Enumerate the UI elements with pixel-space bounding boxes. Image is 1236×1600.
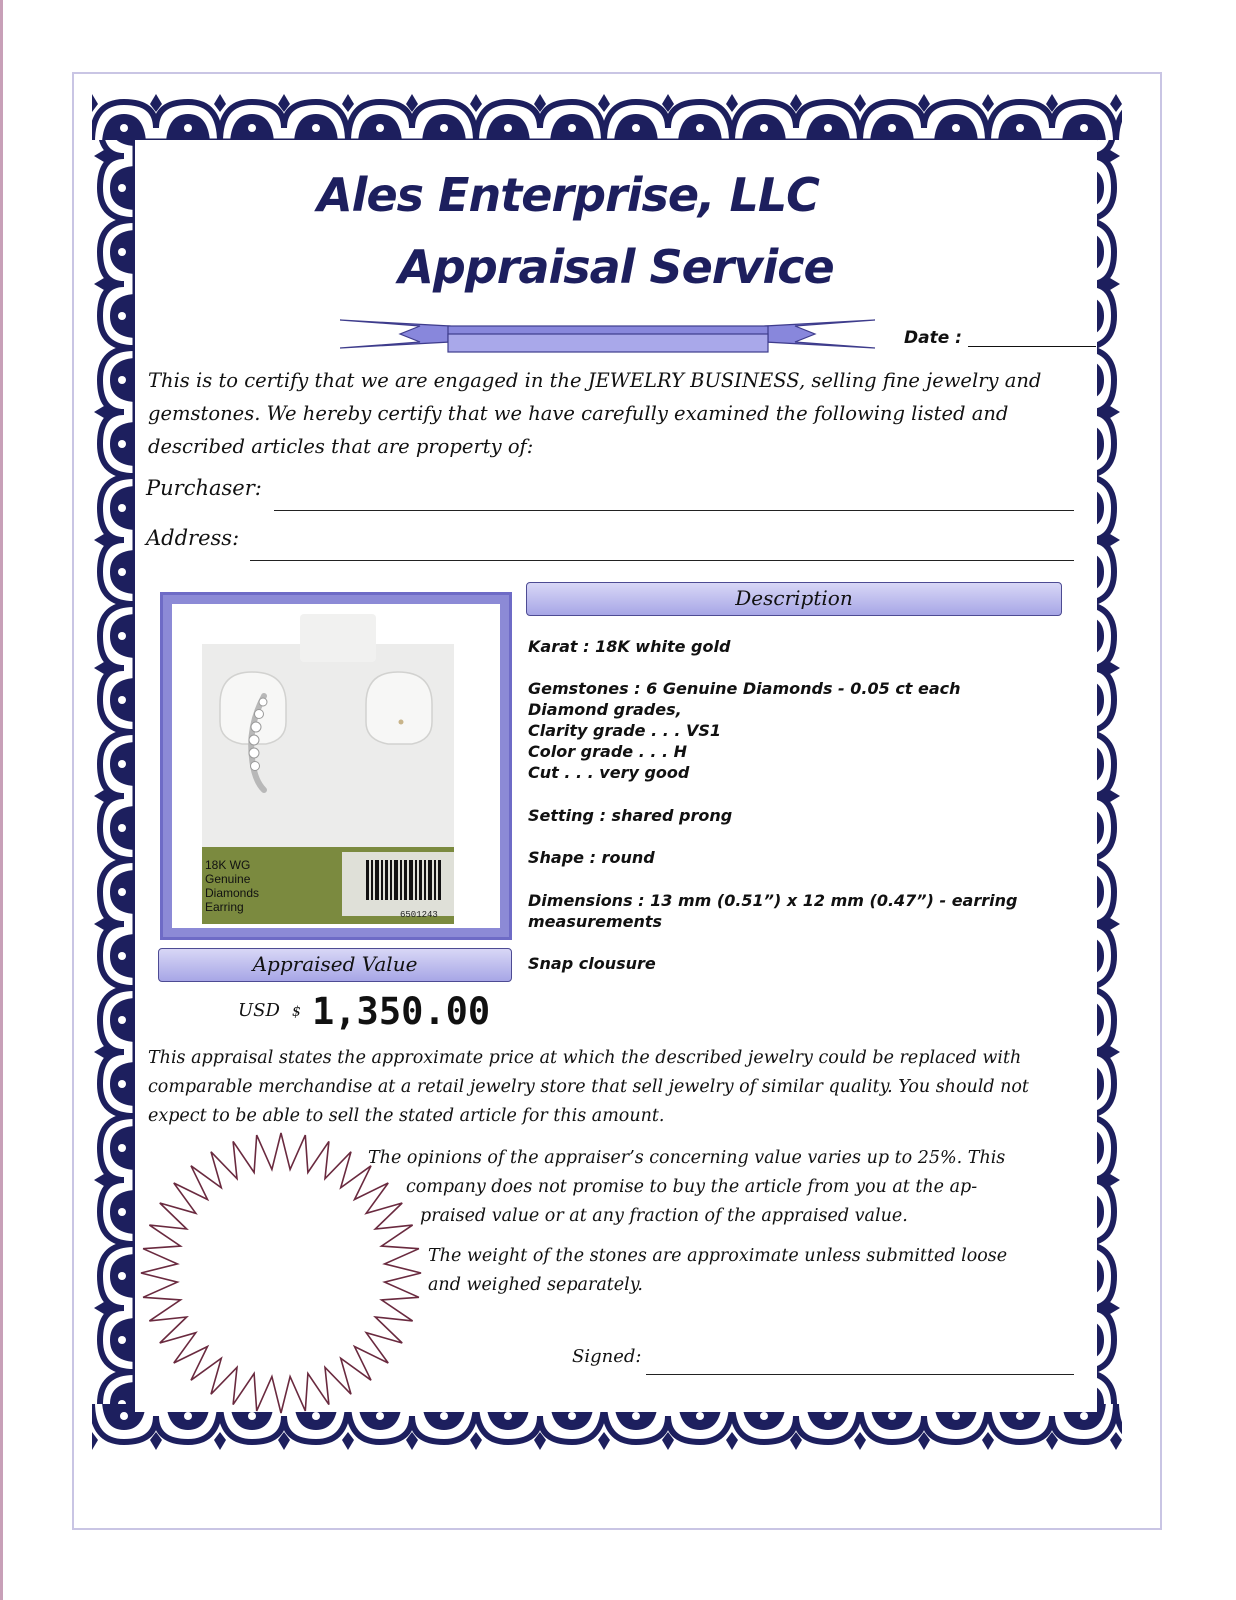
appraised-amount: 1,350.00 <box>312 990 491 1033</box>
signature-field[interactable] <box>646 1374 1074 1375</box>
setting-line: Setting : shared prong <box>528 806 733 825</box>
item-photo <box>160 592 512 940</box>
opinion-line-1: The opinions of the appraiser’s concerning value varies up to 25%. This <box>368 1148 1006 1168</box>
appraised-value-title: Appraised Value <box>252 952 418 976</box>
barcode-number: 6501243 <box>400 910 438 920</box>
service-title: Appraisal Service <box>398 240 834 294</box>
clarity-line: Clarity grade . . . VS1 <box>528 721 722 740</box>
opinion-line-5: and weighed separately. <box>428 1275 643 1295</box>
opinion-line-4: The weight of the stones are approximate unless submitted loose <box>428 1246 1008 1266</box>
description-banner <box>526 582 1062 616</box>
address-label: Address: <box>146 526 240 550</box>
gemstones-line: Gemstones : 6 Genuine Diamonds - 0.05 ct each <box>528 679 961 698</box>
product-label-text: 18K WG Genuine Diamonds Earring <box>205 858 260 914</box>
diamond-grades-line: Diamond grades, <box>528 700 682 719</box>
address-field[interactable] <box>250 560 1074 561</box>
purchaser-field[interactable] <box>274 510 1074 511</box>
date-field[interactable] <box>968 346 1096 347</box>
currency-label: USD <box>238 1000 280 1021</box>
ribbon-decoration <box>340 316 880 356</box>
closure-line: Snap clousure <box>528 954 656 973</box>
dollar-sign: $ <box>292 1004 301 1020</box>
signed-label: Signed: <box>572 1346 642 1367</box>
barcode <box>342 852 454 916</box>
dimensions-line: Dimensions : 13 mm (0.51”) x 12 mm (0.47”) - earring <box>528 891 1018 910</box>
earring-card <box>202 644 454 924</box>
shape-line: Shape : round <box>528 848 655 867</box>
opinion-line-3: praised value or at any fraction of the appraised value. <box>420 1206 908 1226</box>
appraisal-disclaimer: This appraisal states the approximate price at which the described jewelry could be replaced with comparable merchandise at a retail jewelry store that sell jewelry of similar quality. You should not expect to be able to sell the stated article for this amount. <box>148 1048 1029 1126</box>
dimensions-line-2: measurements <box>528 912 663 931</box>
date-label: Date : <box>904 328 962 348</box>
karat-line: Karat : 18K white gold <box>528 637 731 656</box>
cut-line: Cut . . . very good <box>528 763 690 782</box>
purchaser-label: Purchaser: <box>146 476 262 500</box>
color-grade-line: Color grade . . . H <box>528 742 688 761</box>
certification-intro: This is to certify that we are engaged in the JEWELRY BUSINESS, selling fine jewelry and gemstones. We hereby certify that we have carefully examined the following listed and described articles that are property of: <box>148 369 1042 458</box>
description-title: Description <box>735 586 853 610</box>
opinion-line-2: company does not promise to buy the article from you at the ap- <box>406 1177 978 1197</box>
appraised-value-banner <box>158 948 512 982</box>
company-name: Ales Enterprise, LLC <box>317 168 819 222</box>
